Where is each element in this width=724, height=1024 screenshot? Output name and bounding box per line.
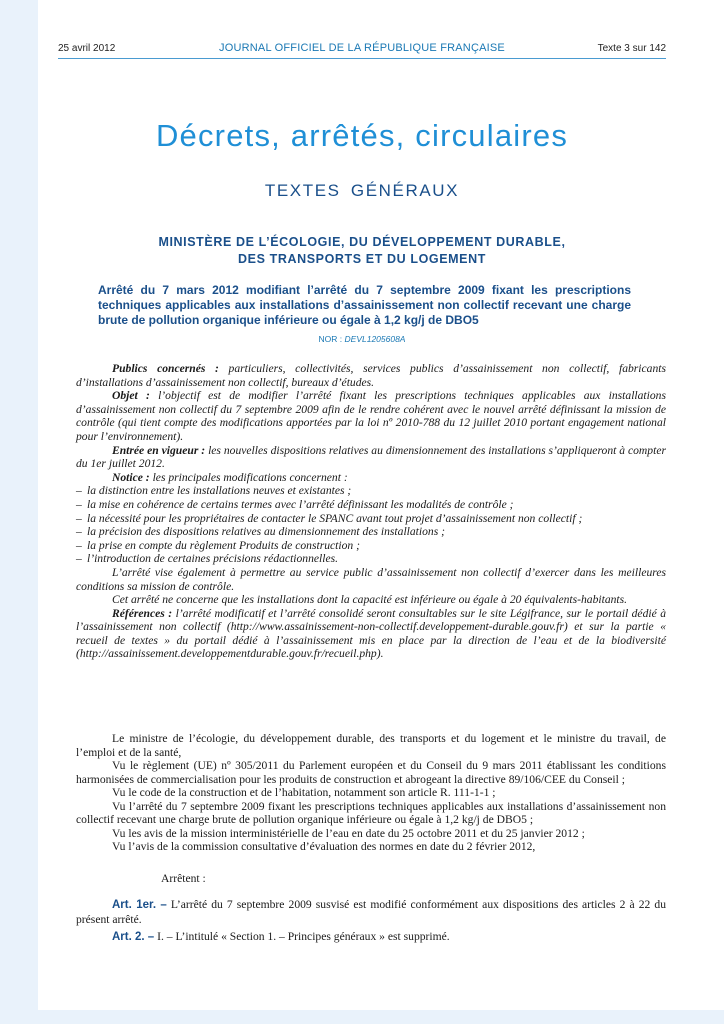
notice-objet [76,389,666,443]
header-journal-title: JOURNAL OFFICIEL DE LA RÉPUBLIQUE FRANÇAISE [219,42,505,54]
list-item [76,498,666,512]
article-2-text: I. – L’intitulé « Section 1. – Principes généraux » est supprimé. [157,930,450,943]
header-date: 25 avril 2012 [58,43,116,54]
entree-label: Entrée en vigueur : [112,443,206,457]
nor-label: NOR : [318,334,343,344]
article-2 [76,930,666,945]
dash-mark: – [76,552,82,566]
bullet-text: la prise en compte du règlement Produits de construction ; [87,538,360,552]
objet-text: l’objectif est de modifier l’arrêté fixant les prescriptions techniques applicables aux installations d’assainissement non collectif du 7 septembre 2009 afin de le rendre cohérent avec le nouvel arrêté définissant la mission de contrôle (qui tient compte des modifications apportées par la loi nº 2010-788 du 12 juillet 2010 portant engagement national pour l’environnement). [76,389,666,443]
header-text-counter: Texte 3 sur 142 [597,43,666,54]
nor-value: DEVL1205608A [344,334,406,344]
bullet-text: la distinction entre les installations neuves et existantes ; [87,484,352,498]
bullet-text: l’introduction de certaines précisions rédactionnelles. [87,552,339,566]
bullet-text: la nécessité pour les propriétaires de contacter le SPANC avant tout projet d’assainissement non collectif ; [87,511,583,525]
notice-notice [76,471,666,485]
notice-label: Notice : [112,470,150,484]
page-margin-left [0,0,38,1024]
body-intro: Le ministre de l’écologie, du développement durable, des transports et du logement et le ministre du travail, de l’emploi et de la santé, [76,732,666,759]
article-2-number: Art. 2. – [112,931,155,943]
decree-body [76,732,666,945]
notice-references [76,607,666,661]
subsection-title: TEXTES GÉNÉRAUX [264,181,460,200]
ministry-line-1: MINISTÈRE DE L’ÉCOLOGIE, DU DÉVELOPPEMENT DURABLE, [158,235,566,249]
notice-vise: L’arrêté vise également à permettre au service public d’assainissement non collectif d’exercer dans les meilleures conditions sa mission de contrôle. [76,565,666,593]
vu-paragraph: Vu le règlement (UE) nº 305/2011 du Parlement européen et du Conseil du 9 mars 2011 établissant les conditions harmonisées de commercialisation pour les produits de construction et abrogeant la directive 89/106/CEE du Conseil ; [76,759,666,786]
dash-mark: – [76,538,82,552]
ministry-heading [38,234,686,268]
dash-mark: – [76,484,82,498]
entree-text: les nouvelles dispositions relatives au dimensionnement des installations s’appliqueront à compter du 1er juillet 2012. [76,443,666,471]
header-divider [58,58,666,59]
list-item [76,525,666,539]
nor-reference [38,334,686,344]
article-1 [76,898,666,926]
notice-block [76,362,666,661]
publics-label: Publics concernés : [112,362,219,375]
list-item [76,512,666,526]
references-label: Références : [112,606,173,620]
arrete-title: Arrêté du 7 mars 2012 modifiant l’arrêté du 7 septembre 2009 fixant les prescriptions techniques applicables aux installations d’assainissement non collectif recevant une charge brute de pollution organique inférieure ou égale à 1,2 kg/j de DBO5 [98,283,631,327]
objet-label: Objet : [112,389,150,403]
document-page [38,0,686,1010]
arretent-label: Arrêtent : [161,871,206,885]
vu-paragraph: Vu l’avis de la commission consultative d’évaluation des normes en date du 2 février 2012, [112,840,536,853]
vu-paragraph: Vu les avis de la mission interministérielle de l’eau en date du 25 octobre 2011 et du 25 janvier 2012 ; [112,826,585,840]
ministry-line-2: DES TRANSPORTS ET DU LOGEMENT [238,252,486,266]
list-item [76,539,666,553]
notice-publics [76,362,666,389]
list-item [76,484,666,498]
vu-paragraph: Vu le code de la construction et de l’habitation, notamment son article R. 111-1-1 ; [112,786,496,799]
bullet-text: la mise en cohérence de certains termes avec l’arrêté définissant les modalités de contrôle ; [87,497,514,511]
article-1-number: Art. 1er. – [112,899,167,911]
list-item [76,552,666,566]
page-header [58,41,666,57]
vu-paragraph: Vu l’arrêté du 7 septembre 2009 fixant les prescriptions techniques applicables aux installations d’assainissement non collectif recevant une charge brute de pollution organique inférieure ou égale à 1,2 kg/j de DBO5 ; [76,799,666,826]
section-title: Décrets, arrêtés, circulaires [155,118,569,153]
notice-entree [76,444,666,471]
dash-mark: – [76,525,82,539]
publics-text: particuliers, collectivités, services publics d’assainissement non collectif, fabricants d’installations d’assainissement non collectif, bureaux d’études. [76,362,666,389]
dash-mark: – [76,511,82,525]
references-text: l’arrêté modificatif et l’arrêté consolidé seront consultables sur le site Légifrance, sur le portail dédié à l’assainissement non collectif (http://www.assainissement-non-collectif.developpement-durable.gouv.fr) et sur la partie « recueil de textes » du portail dédié à l’assainissement mis en place par la direction de l’eau et de la biodiversité (http://assainissement.developpementdurable.gouv.fr/recueil.php). [76,606,666,661]
article-1-text: L’arrêté du 7 septembre 2009 susvisé est modifié conformément aux dispositions des articles 2 à 22 du présent arrêté. [76,898,666,926]
notice-concerne: Cet arrêté ne concerne que les installations dont la capacité est inférieure ou égale à 20 équivalents-habitants. [112,593,628,607]
dash-mark: – [76,497,82,511]
bullet-text: la précision des dispositions relatives au dimensionnement des installations ; [87,525,445,539]
page-margin-bottom [0,1010,724,1024]
notice-text: les principales modifications concernent : [152,470,348,484]
